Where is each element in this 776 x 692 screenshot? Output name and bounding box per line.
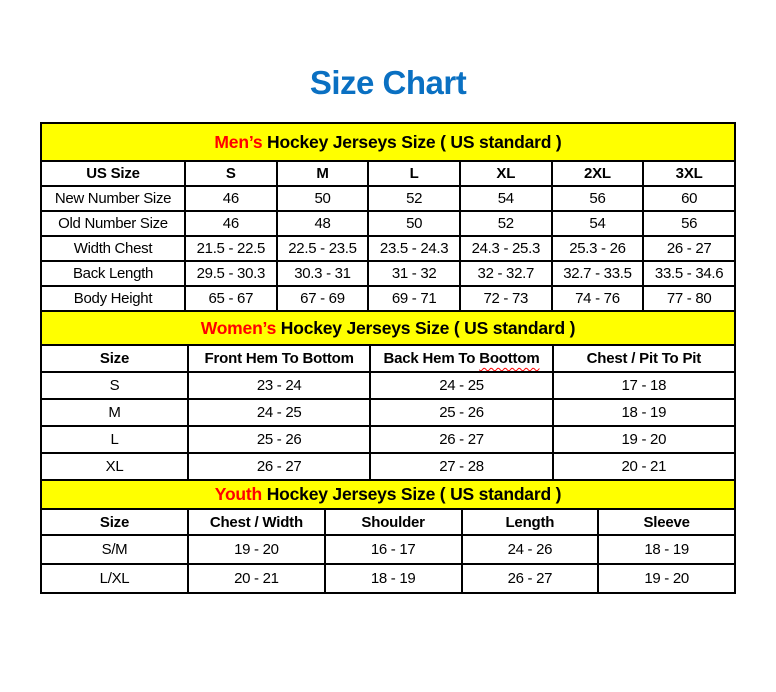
womens-title-rest: Hockey Jerseys Size ( US standard ) xyxy=(276,317,576,338)
youth-highlight-text: Youth xyxy=(214,484,263,504)
table-row xyxy=(41,453,735,480)
table-cell: 20 - 21 xyxy=(188,564,325,593)
table-cell: 18 - 19 xyxy=(325,564,462,593)
table-cell: 19 - 20 xyxy=(553,426,735,453)
row-label: Width Chest xyxy=(41,236,185,261)
youth-section-banner xyxy=(41,480,735,509)
table-cell: 23.5 - 24.3 xyxy=(368,236,460,261)
table-cell: 56 xyxy=(643,211,735,236)
row-label: Body Height xyxy=(41,286,185,311)
mens-highlight-text: Men’s xyxy=(214,131,263,152)
womens-section-banner xyxy=(41,311,735,345)
mens-title-rest: Hockey Jerseys Size ( US standard ) xyxy=(262,131,562,152)
table-cell: 23 - 24 xyxy=(188,372,370,399)
table-cell: 25 - 26 xyxy=(370,399,552,426)
table-cell: 32 - 32.7 xyxy=(460,261,552,286)
table-cell: 50 xyxy=(277,186,369,211)
table-cell: 26 - 27 xyxy=(462,564,599,593)
column-header: US Size xyxy=(41,161,185,186)
table-cell: 24.3 - 25.3 xyxy=(460,236,552,261)
table-cell: 22.5 - 23.5 xyxy=(277,236,369,261)
column-header: Length xyxy=(462,509,599,535)
table-cell: 65 - 67 xyxy=(185,286,277,311)
table-cell: 25 - 26 xyxy=(188,426,370,453)
table-cell: 27 - 28 xyxy=(370,453,552,480)
row-label: Back Length xyxy=(41,261,185,286)
column-header-misspelled xyxy=(370,345,552,372)
table-cell: 33.5 - 34.6 xyxy=(643,261,735,286)
row-label: S/M xyxy=(41,535,188,564)
table-cell: 18 - 19 xyxy=(598,535,735,564)
table-row xyxy=(41,211,735,236)
row-label: L xyxy=(41,426,188,453)
table-cell: 52 xyxy=(368,186,460,211)
row-label: S xyxy=(41,372,188,399)
column-header: 3XL xyxy=(643,161,735,186)
youth-title-rest: Hockey Jerseys Size ( US standard ) xyxy=(262,484,562,504)
row-label: Old Number Size xyxy=(41,211,185,236)
column-header: Size xyxy=(41,509,188,535)
table-cell: 72 - 73 xyxy=(460,286,552,311)
table-cell: 20 - 21 xyxy=(553,453,735,480)
table-cell: 26 - 27 xyxy=(188,453,370,480)
mens-section-banner xyxy=(41,123,735,161)
row-label: M xyxy=(41,399,188,426)
column-header: Shoulder xyxy=(325,509,462,535)
spellcheck-squiggle-word: Boottom xyxy=(479,350,540,367)
womens-highlight-text: Women’s xyxy=(200,317,277,338)
table-row xyxy=(41,286,735,311)
table-cell: 19 - 20 xyxy=(598,564,735,593)
table-cell: 52 xyxy=(460,211,552,236)
column-header: Sleeve xyxy=(598,509,735,535)
table-cell: 77 - 80 xyxy=(643,286,735,311)
youth-size-table xyxy=(40,479,736,594)
column-header: Chest / Width xyxy=(188,509,325,535)
column-header: S xyxy=(185,161,277,186)
column-header: 2XL xyxy=(552,161,644,186)
column-header: Front Hem To Bottom xyxy=(188,345,370,372)
mens-section-title xyxy=(41,123,735,161)
table-cell: 19 - 20 xyxy=(188,535,325,564)
column-header: L xyxy=(368,161,460,186)
row-label: New Number Size xyxy=(41,186,185,211)
table-cell: 50 xyxy=(368,211,460,236)
row-label: XL xyxy=(41,453,188,480)
table-row xyxy=(41,372,735,399)
table-cell: 67 - 69 xyxy=(277,286,369,311)
column-header-prefix: Back Hem To xyxy=(383,350,476,367)
womens-size-table xyxy=(40,310,736,481)
table-cell: 17 - 18 xyxy=(553,372,735,399)
table-cell: 26 - 27 xyxy=(370,426,552,453)
table-cell: 54 xyxy=(460,186,552,211)
table-row xyxy=(41,399,735,426)
womens-header-row xyxy=(41,345,735,372)
womens-section-title xyxy=(41,311,735,345)
mens-size-table xyxy=(40,122,736,312)
table-cell: 26 - 27 xyxy=(643,236,735,261)
table-cell: 24 - 26 xyxy=(462,535,599,564)
youth-header-row xyxy=(41,509,735,535)
table-cell: 25.3 - 26 xyxy=(552,236,644,261)
table-row xyxy=(41,564,735,593)
table-row xyxy=(41,186,735,211)
table-cell: 56 xyxy=(552,186,644,211)
table-cell: 69 - 71 xyxy=(368,286,460,311)
table-row xyxy=(41,236,735,261)
table-cell: 30.3 - 31 xyxy=(277,261,369,286)
table-cell: 31 - 32 xyxy=(368,261,460,286)
table-cell: 21.5 - 22.5 xyxy=(185,236,277,261)
table-cell: 18 - 19 xyxy=(553,399,735,426)
table-row xyxy=(41,535,735,564)
table-row xyxy=(41,261,735,286)
row-label: L/XL xyxy=(41,564,188,593)
table-cell: 46 xyxy=(185,186,277,211)
table-cell: 48 xyxy=(277,211,369,236)
column-header: Size xyxy=(41,345,188,372)
table-cell: 29.5 - 30.3 xyxy=(185,261,277,286)
size-chart-tables xyxy=(40,122,736,594)
table-cell: 74 - 76 xyxy=(552,286,644,311)
table-cell: 60 xyxy=(643,186,735,211)
table-cell: 16 - 17 xyxy=(325,535,462,564)
mens-header-row xyxy=(41,161,735,186)
table-cell: 46 xyxy=(185,211,277,236)
column-header: M xyxy=(277,161,369,186)
table-row xyxy=(41,426,735,453)
table-cell: 54 xyxy=(552,211,644,236)
column-header: Chest / Pit To Pit xyxy=(553,345,735,372)
page-title: Size Chart xyxy=(309,64,467,101)
youth-section-title xyxy=(41,480,735,509)
table-cell: 32.7 - 33.5 xyxy=(552,261,644,286)
column-header: XL xyxy=(460,161,552,186)
table-cell: 24 - 25 xyxy=(370,372,552,399)
table-cell: 24 - 25 xyxy=(188,399,370,426)
